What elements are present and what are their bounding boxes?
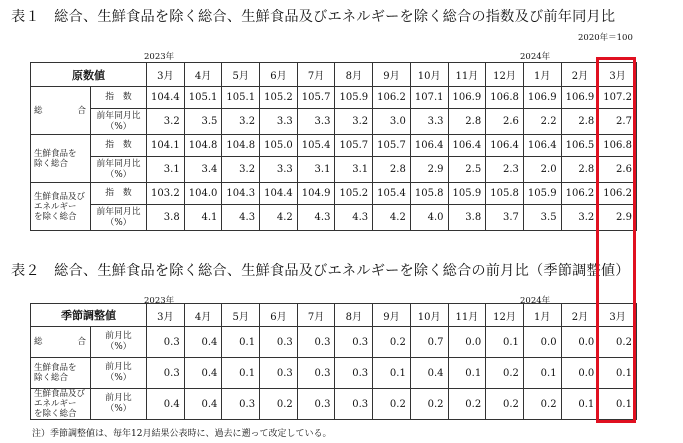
table1-cell: 105.9	[523, 183, 561, 205]
table1-cell: 4.2	[260, 205, 298, 231]
table1-month-header: 6月	[260, 63, 298, 87]
table1-cell: 106.4	[448, 135, 486, 157]
table1-cell: 2.9	[410, 157, 448, 183]
table2-month-header: 2月	[561, 304, 599, 327]
table1-cell: 2.2	[523, 109, 561, 135]
table2-month-header: 12月	[486, 304, 524, 327]
table2-cell: 0.1	[486, 327, 524, 358]
table1-row-label: 生鮮食品を 除く総合	[31, 135, 91, 183]
table2-cell: 0.3	[260, 327, 298, 358]
table1-cell: 2.9	[599, 205, 637, 231]
table1-year-2024: 2024年	[520, 52, 551, 62]
table1-cell: 3.4	[184, 157, 222, 183]
table1-cell: 105.1	[222, 87, 260, 109]
table1-cell: 107.2	[599, 87, 637, 109]
table1-cell: 4.0	[410, 205, 448, 231]
table1-row-sublabel: 指 数	[91, 135, 147, 157]
table2-cell: 0.2	[523, 389, 561, 420]
table1-cell: 104.1	[147, 135, 185, 157]
table2-cell: 0.4	[410, 358, 448, 389]
table1-row-sublabel: 指 数	[91, 87, 147, 109]
table2-year-2023: 2023年	[144, 296, 175, 306]
table2-cell: 0.3	[147, 327, 185, 358]
table1-cell: 2.0	[523, 157, 561, 183]
table2-month-header: 4月	[184, 304, 222, 327]
table2-month-header: 3月	[147, 304, 185, 327]
table2-row-sublabel: 前月比 （%）	[91, 358, 147, 389]
table1-cell: 104.4	[147, 87, 185, 109]
table1-row-sublabel: 前年同月比 （%）	[91, 205, 147, 231]
table2-cell: 0.3	[335, 327, 373, 358]
table1-row-sublabel: 前年同月比 （%）	[91, 157, 147, 183]
table1-cell: 3.5	[523, 205, 561, 231]
table1-title: 表１ 総合、生鮮食品を除く総合、生鮮食品及びエネルギーを除く総合の指数及び前年同月比	[11, 9, 616, 25]
table1-cell: 105.8	[486, 183, 524, 205]
table1-cell: 106.2	[599, 183, 637, 205]
table2-row-label: 総 合	[31, 327, 91, 358]
table1-cell: 106.5	[561, 135, 599, 157]
table1-cell: 106.2	[373, 87, 411, 109]
table1-month-header: 10月	[410, 63, 448, 87]
table2-cell: 0.0	[448, 327, 486, 358]
table1-cell: 105.1	[184, 87, 222, 109]
table1-month-header: 3月	[599, 63, 637, 87]
table2-cell: 0.3	[297, 389, 335, 420]
table1-cell: 105.7	[335, 135, 373, 157]
table1-cell: 104.3	[222, 183, 260, 205]
table1-month-header: 7月	[297, 63, 335, 87]
table2-month-header: 6月	[260, 304, 298, 327]
table1-cell: 3.5	[184, 109, 222, 135]
table1-cell: 103.2	[147, 183, 185, 205]
table2	[30, 303, 637, 420]
table1-cell: 106.4	[410, 135, 448, 157]
table2-cell: 0.2	[599, 327, 637, 358]
table1-row-label: 生鮮食品及び エネルギー を除く総合	[31, 183, 91, 231]
table1-cell: 3.1	[297, 157, 335, 183]
table1-month-header: 3月	[147, 63, 185, 87]
table1-cell: 3.3	[260, 157, 298, 183]
table1-cell: 4.3	[335, 205, 373, 231]
table1-cell: 3.2	[222, 157, 260, 183]
table2-year-2024: 2024年	[520, 296, 551, 306]
table1-row-label: 総 合	[31, 87, 91, 135]
table2-cell: 0.1	[373, 358, 411, 389]
table2-cell: 0.2	[486, 358, 524, 389]
table2-cell: 0.0	[523, 327, 561, 358]
table2-cell: 0.1	[523, 358, 561, 389]
table1-cell: 106.8	[599, 135, 637, 157]
table1-month-header: 11月	[448, 63, 486, 87]
table1-cell: 2.6	[599, 157, 637, 183]
table1-cell: 104.8	[184, 135, 222, 157]
table1-month-header: 5月	[222, 63, 260, 87]
footnote: 注）季節調整値は、毎年12月結果公表時に、過去に遡って改定している。	[32, 429, 332, 439]
table2-cell: 0.3	[260, 358, 298, 389]
table1-cell: 3.2	[222, 109, 260, 135]
table2-cell: 0.0	[561, 327, 599, 358]
table1-cell: 3.7	[486, 205, 524, 231]
table1-cell: 105.2	[335, 183, 373, 205]
table2-cell: 0.3	[222, 389, 260, 420]
table1-cell: 2.3	[486, 157, 524, 183]
table2-cell: 0.1	[599, 389, 637, 420]
table1-cell: 105.7	[373, 135, 411, 157]
table1-cell: 3.2	[335, 109, 373, 135]
table1-month-header: 2月	[561, 63, 599, 87]
table2-cell: 0.1	[561, 389, 599, 420]
table1-cell: 3.3	[297, 109, 335, 135]
table1-cell: 3.2	[561, 205, 599, 231]
table2-month-header: 9月	[373, 304, 411, 327]
table2-cell: 0.3	[335, 389, 373, 420]
table1-cell: 3.3	[260, 109, 298, 135]
table1	[30, 62, 637, 231]
table2-cell: 0.3	[297, 327, 335, 358]
base-year-note: 2020年＝100	[578, 33, 633, 43]
table1-cell: 3.0	[373, 109, 411, 135]
table1-cell: 2.8	[448, 109, 486, 135]
table1-month-header: 4月	[184, 63, 222, 87]
table1-cell: 105.0	[260, 135, 298, 157]
table2-row-sublabel: 前月比 （%）	[91, 327, 147, 358]
table1-cell: 104.8	[222, 135, 260, 157]
table2-row-label: 生鮮食品を 除く総合	[31, 358, 91, 389]
table1-cell: 106.4	[486, 135, 524, 157]
table1-month-header: 8月	[335, 63, 373, 87]
table1-cell: 105.4	[373, 183, 411, 205]
table1-cell: 104.9	[297, 183, 335, 205]
table1-cell: 104.4	[260, 183, 298, 205]
table1-row-sublabel: 指 数	[91, 183, 147, 205]
table1-cell: 2.6	[486, 109, 524, 135]
table1-cell: 3.2	[147, 109, 185, 135]
table1-cell: 4.3	[222, 205, 260, 231]
table1-cell: 3.3	[410, 109, 448, 135]
table1-cell: 3.8	[448, 205, 486, 231]
table1-cell: 105.7	[297, 87, 335, 109]
table2-cell: 0.1	[448, 358, 486, 389]
table1-cell: 105.8	[410, 183, 448, 205]
table1-cell: 2.8	[561, 109, 599, 135]
table2-cell: 0.2	[486, 389, 524, 420]
table1-cell: 4.2	[373, 205, 411, 231]
table2-row-sublabel: 前月比 （%）	[91, 389, 147, 420]
table2-month-header: 5月	[222, 304, 260, 327]
table2-cell: 0.2	[373, 389, 411, 420]
table1-month-header: 12月	[486, 63, 524, 87]
table1-cell: 105.4	[297, 135, 335, 157]
table1-cell: 107.1	[410, 87, 448, 109]
table1-cell: 104.0	[184, 183, 222, 205]
table2-cell: 0.0	[561, 358, 599, 389]
table2-month-header: 11月	[448, 304, 486, 327]
table1-cell: 106.9	[561, 87, 599, 109]
table1-cell: 106.2	[561, 183, 599, 205]
table2-cell: 0.1	[599, 358, 637, 389]
table2-cell: 0.4	[184, 389, 222, 420]
table1-cell: 2.5	[448, 157, 486, 183]
table1-year-2023: 2023年	[144, 52, 175, 62]
table2-month-header: 10月	[410, 304, 448, 327]
table1-cell: 105.9	[335, 87, 373, 109]
table1-header-corner: 原数値	[31, 63, 147, 87]
table2-title: 表２ 総合、生鮮食品を除く総合、生鮮食品及びエネルギーを除く総合の前月比（季節調整値）	[11, 263, 630, 279]
table1-cell: 106.8	[486, 87, 524, 109]
table2-month-header: 8月	[335, 304, 373, 327]
table1-cell: 3.1	[147, 157, 185, 183]
table2-cell: 0.3	[297, 358, 335, 389]
table2-cell: 0.3	[335, 358, 373, 389]
table2-cell: 0.4	[184, 327, 222, 358]
table2-cell: 0.4	[147, 389, 185, 420]
table1-cell: 4.1	[184, 205, 222, 231]
table2-cell: 0.4	[184, 358, 222, 389]
table2-cell: 0.1	[222, 358, 260, 389]
table2-cell: 0.2	[260, 389, 298, 420]
table2-cell: 0.2	[448, 389, 486, 420]
table2-cell: 0.2	[373, 327, 411, 358]
table1-cell: 3.8	[147, 205, 185, 231]
table2-month-header: 7月	[297, 304, 335, 327]
table2-month-header: 3月	[599, 304, 637, 327]
table1-cell: 106.4	[523, 135, 561, 157]
table2-row-label: 生鮮食品及び エネルギー を除く総合	[31, 389, 91, 420]
table1-cell: 105.2	[260, 87, 298, 109]
table2-cell: 0.1	[222, 327, 260, 358]
table1-cell: 2.8	[561, 157, 599, 183]
table2-header-corner: 季節調整値	[31, 304, 147, 327]
table2-cell: 0.2	[410, 389, 448, 420]
table2-cell: 0.7	[410, 327, 448, 358]
table1-cell: 2.8	[373, 157, 411, 183]
table2-month-header: 1月	[523, 304, 561, 327]
table1-month-header: 1月	[523, 63, 561, 87]
table2-cell: 0.3	[147, 358, 185, 389]
table1-cell: 105.9	[448, 183, 486, 205]
table1-cell: 106.9	[448, 87, 486, 109]
table1-cell: 106.9	[523, 87, 561, 109]
table1-cell: 4.3	[297, 205, 335, 231]
table1-cell: 3.1	[335, 157, 373, 183]
table1-cell: 2.7	[599, 109, 637, 135]
table1-month-header: 9月	[373, 63, 411, 87]
table1-row-sublabel: 前年同月比 （%）	[91, 109, 147, 135]
